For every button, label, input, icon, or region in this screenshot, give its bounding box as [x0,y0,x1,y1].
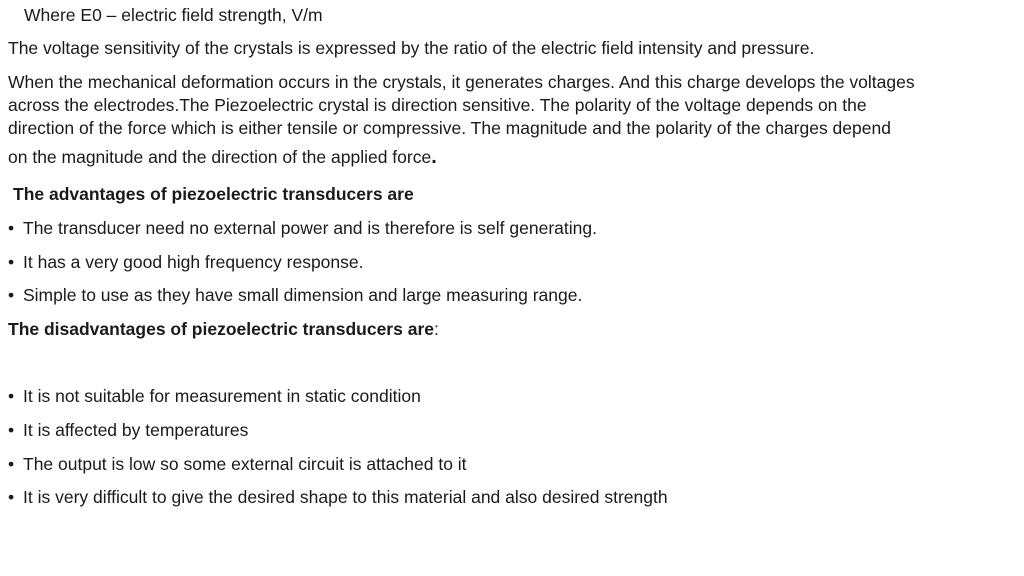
disadvantages-heading-colon: : [434,319,439,339]
paragraph-line-text: on the magnitude and the direction of the applied force [8,147,432,167]
bullet-icon: • [8,454,15,474]
bullet-icon: • [8,218,15,238]
disadvantages-heading-text: The disadvantages of piezoelectric transducers are [8,319,434,339]
list-item-text: The output is low so some external circuit is attached to it [23,454,467,474]
list-item [4,284,582,307]
paragraph-line: When the mechanical deformation occurs in the crystals, it generates charges. And this charge develops the voltages [8,72,915,92]
bullet-icon: • [8,487,15,507]
list-item [4,251,364,274]
list-item [4,486,668,509]
advantages-heading: The advantages of piezoelectric transducers are [13,184,414,204]
list-item [4,217,597,240]
paragraph-period: . [431,146,437,168]
list-item-text: It is affected by temperatures [23,420,249,440]
voltage-sensitivity-line: The voltage sensitivity of the crystals is expressed by the ratio of the electric field intensity and pressure. [8,38,815,58]
list-item-text: It is very difficult to give the desired shape to this material and also desired strength [23,487,668,507]
list-item [4,453,467,476]
disadvantages-heading [8,318,439,341]
list-item-text: The transducer need no external power and is therefore is self generating. [23,218,597,238]
bullet-icon: • [8,252,15,272]
list-item-text: It is not suitable for measurement in static condition [23,386,421,406]
bullet-icon: • [8,420,15,440]
list-item [4,419,248,442]
where-definition-line: Where E0 – electric field strength, V/m [24,5,323,25]
list-item-text: It has a very good high frequency response. [23,252,364,272]
paragraph-line: across the electrodes.The Piezoelectric crystal is direction sensitive. The polarity of the voltage depends on the [8,95,867,115]
paragraph-line-last [8,146,437,169]
list-item-text: Simple to use as they have small dimension and large measuring range. [23,285,583,305]
paragraph-line: direction of the force which is either tensile or compressive. The magnitude and the polarity of the charges depend [8,118,891,138]
list-item [4,385,421,408]
bullet-icon: • [8,386,15,406]
bullet-icon: • [8,285,15,305]
